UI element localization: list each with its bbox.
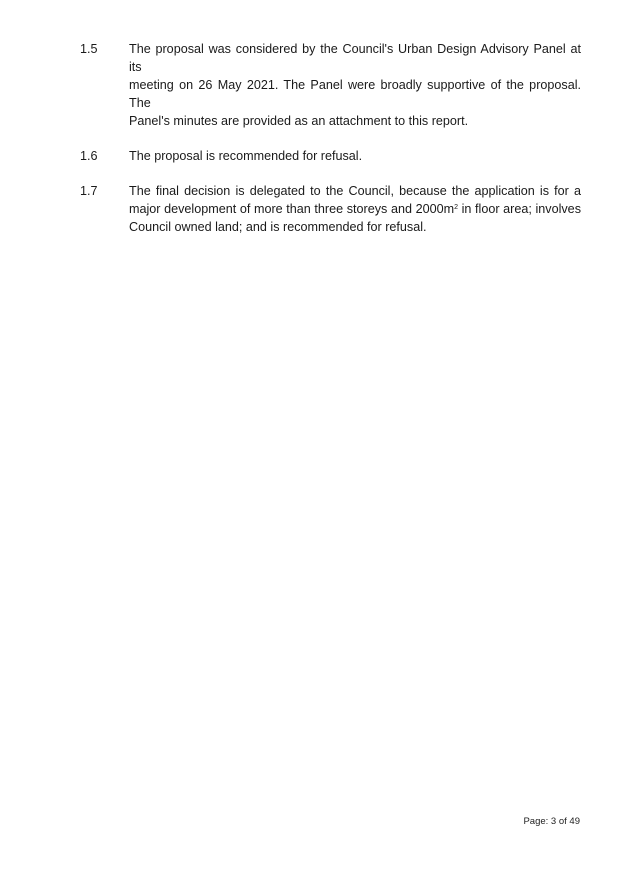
paragraph-1-5 xyxy=(0,40,622,130)
paragraph-line: The final decision is delegated to the Council, because the application is for a xyxy=(129,184,581,198)
paragraph-number: 1.7 xyxy=(80,184,98,198)
numbered-paragraph-list xyxy=(0,40,622,253)
paragraph-line: The proposal was considered by the Council's Urban Design Advisory Panel at its xyxy=(129,42,581,74)
paragraph-line xyxy=(129,200,581,218)
paragraph-line: Panel's minutes are provided as an attachment to this report. xyxy=(129,114,469,128)
paragraph-1-6 xyxy=(0,147,622,165)
paragraph-1-7 xyxy=(0,182,622,236)
line-segment: major development of more than three storeys and 2000m xyxy=(129,202,455,216)
page-number-footer: Page: 3 of 49 xyxy=(523,816,580,827)
paragraph-text xyxy=(129,147,581,165)
paragraph-line: meeting on 26 May 2021. The Panel were broadly supportive of the proposal. The xyxy=(129,78,581,110)
paragraph-text xyxy=(129,40,581,130)
paragraph-text xyxy=(129,182,581,236)
superscript-exponent: 2 xyxy=(454,204,458,211)
paragraph-line: Council owned land; and is recommended for refusal. xyxy=(129,220,427,234)
line-segment: in floor area; involves xyxy=(458,202,581,216)
paragraph-number: 1.5 xyxy=(80,42,98,56)
paragraph-number: 1.6 xyxy=(80,149,98,163)
paragraph-line: The proposal is recommended for refusal. xyxy=(129,149,363,163)
